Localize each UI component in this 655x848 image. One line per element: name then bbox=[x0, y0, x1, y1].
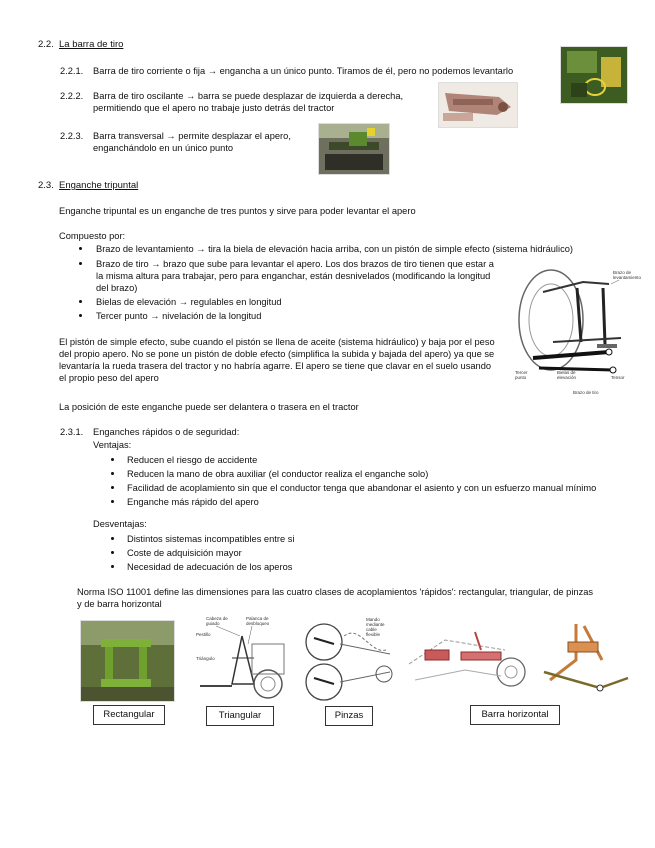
bullet-dot bbox=[111, 486, 114, 489]
diagram-label-bielas: Bielas de bbox=[557, 370, 576, 375]
section-2-3-number: 2.3. bbox=[38, 180, 54, 191]
ventajas-label: Ventajas: bbox=[93, 440, 132, 450]
photo-rectangular-coupling bbox=[80, 620, 175, 702]
position-para: La posición de este enganche puede ser delantera o trasera en el tractor bbox=[59, 402, 359, 412]
tripuntal-intro: Enganche tripuntal es un enganche de tres puntos y sirve para poder levantar el apero bbox=[59, 206, 416, 216]
item-2-3-1-number: 2.3.1. bbox=[60, 427, 84, 437]
pinzas-label-flexible: flexible bbox=[366, 632, 381, 637]
caption-pinzas: Pinzas bbox=[325, 706, 373, 726]
bullet-dot bbox=[111, 551, 114, 554]
photo-fixed-drawbar bbox=[560, 46, 628, 104]
triangular-label-guiado: guiado bbox=[206, 621, 220, 626]
piston-para-line-3: levantaría la rueda trasera del tractor y no habría agarre. El apero se tiene que clavar en el suelo usando bbox=[59, 361, 492, 371]
photo-oscillating-drawbar bbox=[438, 82, 518, 128]
pinzas-label-mediante: mediante bbox=[366, 622, 385, 627]
diagram-label-elevacion: elevación bbox=[557, 375, 577, 380]
item-2-2-1-text: Barra de tiro corriente o fija → engancha a un único punto. Tiramos de él, pero no podemos levantarlo bbox=[93, 66, 514, 76]
pinzas-label-mando: Mando bbox=[366, 617, 380, 622]
bullet-dot bbox=[79, 300, 82, 303]
triangular-label-cabeza: Cabeza de bbox=[206, 616, 228, 621]
piston-para-line-2: del propio apero. No se pone un pistón de doble efecto (simplifica la subida y bajada del apero) ya que se bbox=[59, 349, 495, 359]
caption-triangular: Triangular bbox=[206, 706, 274, 726]
caption-rectangular: Rectangular bbox=[93, 705, 165, 725]
diagram-label-brazo-tiro: Brazo de tiro bbox=[573, 390, 599, 395]
bullet-brazo-tiro-line-2: la misma altura para trabajar, pero para enganchar, están desnivelados (modificando la longitud bbox=[96, 271, 491, 281]
item-2-2-2-line-1: Barra de tiro oscilante → barra se puede desplazar de izquierda a derecha, bbox=[93, 91, 404, 101]
diagram-label-tercer: Tercer bbox=[515, 370, 528, 375]
item-2-2-2-line-2: permitiendo que el apero no trabaje justo detrás del tractor bbox=[93, 103, 335, 113]
ventaja-1: Reducen el riesgo de accidente bbox=[127, 455, 258, 465]
desventaja-1: Distintos sistemas incompatibles entre si bbox=[127, 534, 295, 544]
item-2-2-2-number: 2.2.2. bbox=[60, 91, 84, 101]
diagram-horizontal-bar-detail bbox=[540, 620, 632, 698]
bullet-brazo-tiro-line-1: Brazo de tiro → brazo que sube para levantar el apero. Los dos brazos de tiro tienen que estar a bbox=[96, 259, 494, 269]
item-2-2-3-line-1: Barra transversal → permite desplazar el apero, bbox=[93, 131, 291, 141]
norma-line-1: Norma ISO 11001 define las dimensiones para las cuatro clases de acoplamientos 'rápidos': rectangular, triangular, de pinzas bbox=[77, 587, 594, 597]
caption-barra-horizontal: Barra horizontal bbox=[470, 705, 560, 725]
norma-line-2: y de barra horizontal bbox=[77, 599, 162, 609]
item-2-2-1-number: 2.2.1. bbox=[60, 66, 84, 76]
desventajas-label: Desventajas: bbox=[93, 519, 147, 529]
diagram-label-tensor: Tensor bbox=[611, 375, 625, 380]
bullet-dot bbox=[79, 247, 82, 250]
triangular-label-pestillo: Pestillo bbox=[196, 632, 211, 637]
diagram-triangular-coupling bbox=[192, 614, 287, 700]
bullet-dot bbox=[111, 500, 114, 503]
compuesto-label: Compuesto por: bbox=[59, 231, 126, 241]
photo-transverse-drawbar bbox=[318, 123, 390, 175]
triangular-label-palanca: Palanca de bbox=[246, 616, 269, 621]
section-2-3-title: Enganche tripuntal bbox=[59, 180, 139, 191]
desventaja-2: Coste de adquisición mayor bbox=[127, 548, 242, 558]
item-2-2-3-line-2: enganchándolo en un único punto bbox=[93, 143, 234, 153]
ventaja-4: Enganche más rápido del apero bbox=[127, 497, 259, 507]
bullet-dot bbox=[111, 565, 114, 568]
triangular-label-triangulo: Triángulo bbox=[196, 656, 215, 661]
bullet-brazo-levantamiento: Brazo de levantamiento → tira la biela de elevación hacia arriba, con un pistón de simple efecto (sistema hidráulico) bbox=[96, 244, 573, 254]
triangular-label-desbloqueo: desbloqueo bbox=[246, 621, 270, 626]
bullet-bielas: Bielas de elevación → regulables en longitud bbox=[96, 297, 282, 307]
tripuntal-diagram bbox=[513, 262, 641, 402]
diagram-pinzas-coupling bbox=[300, 614, 395, 702]
bullet-brazo-tiro-line-3: del brazo) bbox=[96, 283, 138, 293]
piston-para-line-1: El pistón de simple efecto, sube cuando el pistón se llena de aceite (sistema hidráulico) y baja por el peso bbox=[59, 337, 495, 347]
piston-para-line-4: el propio peso del apero bbox=[59, 373, 159, 383]
bullet-tercer-punto: Tercer punto → nivelación de la longitud bbox=[96, 311, 262, 321]
ventaja-3: Facilidad de acoplamiento sin que el conductor tenga que abandonar el asiento y con un esfuerzo manual mínimo bbox=[127, 483, 597, 493]
diagram-horizontal-bar-coupling bbox=[405, 620, 533, 698]
desventaja-3: Necesidad de adecuación de los aperos bbox=[127, 562, 293, 572]
bullet-dot bbox=[79, 262, 82, 265]
section-2-2-title: La barra de tiro bbox=[59, 39, 124, 50]
diagram-label-brazo-lev-2: levantamiento bbox=[613, 275, 641, 280]
bullet-dot bbox=[79, 314, 82, 317]
bullet-dot bbox=[111, 537, 114, 540]
section-2-2-number: 2.2. bbox=[38, 39, 54, 50]
ventaja-2: Reducen la mano de obra auxiliar (el conductor realiza el enganche solo) bbox=[127, 469, 429, 479]
pinzas-label-cable: cable bbox=[366, 627, 377, 632]
bullet-dot bbox=[111, 458, 114, 461]
item-2-2-3-number: 2.2.3. bbox=[60, 131, 84, 141]
item-2-3-1-title: Enganches rápidos o de seguridad: bbox=[93, 427, 240, 437]
bullet-dot bbox=[111, 472, 114, 475]
diagram-label-punto: punto bbox=[515, 375, 527, 380]
diagram-label-brazo-lev: Brazo de bbox=[613, 270, 632, 275]
